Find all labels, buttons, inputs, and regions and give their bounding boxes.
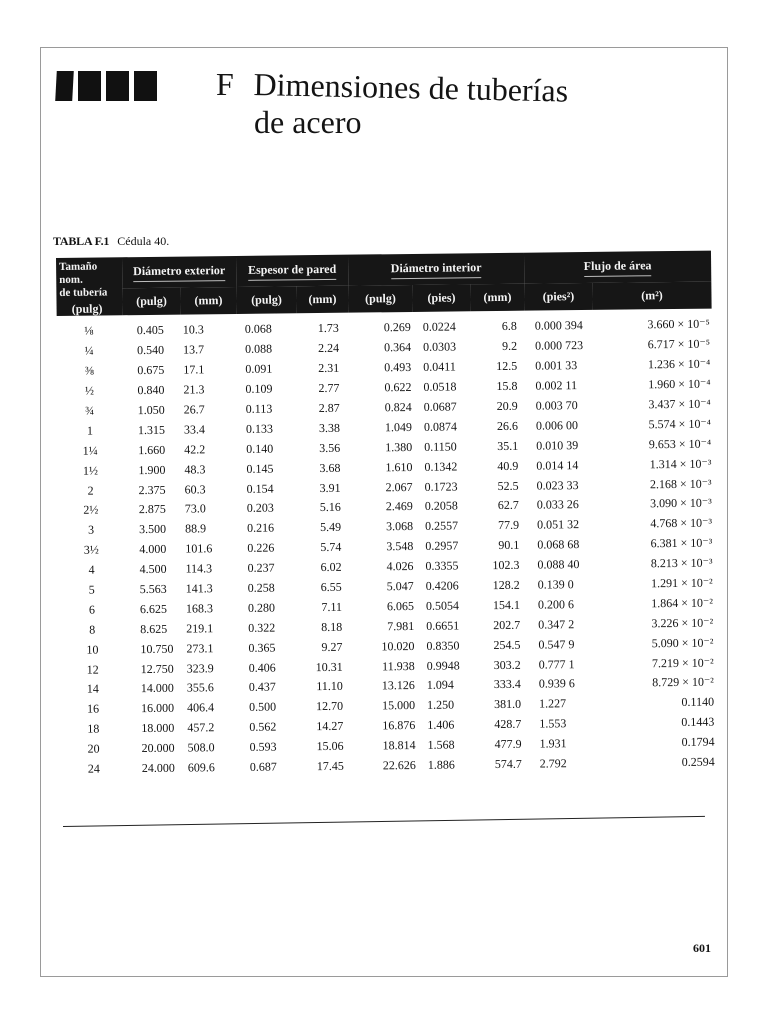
size-header-line: (pulg) [71, 301, 103, 316]
table-cell: 1.406 [427, 717, 455, 733]
table-cell: 0.269 [383, 320, 411, 335]
table-cell: 12.5 [496, 358, 518, 374]
table-cell: 168.3 [185, 601, 214, 616]
table-cell: 141.3 [185, 581, 213, 596]
table-cell: 0.033 26 [536, 497, 579, 513]
unit-header: (mm) [470, 284, 524, 311]
table-cell: 0.258 [247, 580, 275, 595]
table-cell: 0.139 0 [537, 577, 574, 592]
table-cell: 7.11 [321, 599, 343, 614]
table-cell: 0.000 723 [534, 338, 584, 353]
table-caption-label: TABLA F.1 [53, 234, 110, 248]
marker-block [55, 71, 74, 101]
table-cell: 3.56 [319, 440, 341, 455]
table-cell: 14 [86, 682, 99, 697]
table-cell: 202.7 [493, 617, 521, 632]
table-cell: 1.291 × 10⁻² [650, 575, 713, 591]
table-cell: 20 [87, 741, 100, 756]
table-bottom-rule [63, 816, 705, 827]
table-cell: 20.000 [141, 740, 175, 756]
table-cell: 1.227 [539, 696, 567, 711]
table-cell: 0.068 [244, 321, 272, 337]
table-cell: 406.4 [187, 700, 215, 715]
table-cell: 2.375 [138, 482, 166, 497]
chapter-title-line-1: Dimensiones de tuberías [253, 66, 569, 109]
table-cell: 0.622 [384, 380, 412, 395]
table-cell: 303.2 [493, 657, 521, 672]
table-cell: 0.1342 [424, 459, 458, 474]
table-cell: 12.750 [140, 661, 174, 676]
table-cell: 11.10 [316, 679, 343, 694]
table-cell: 8.18 [321, 619, 343, 634]
table-cell: 2.469 [385, 499, 413, 514]
table-cell: 101.6 [185, 541, 213, 556]
table-cell: 381.0 [494, 697, 522, 712]
table-cell: 0.200 6 [537, 597, 575, 612]
table-cell: 60.3 [184, 481, 206, 497]
table-cell: 1.050 [137, 402, 165, 418]
page-number: 601 [693, 941, 711, 955]
pipe-dimensions-table-wrap [56, 251, 717, 780]
table-cell: 15.8 [496, 378, 518, 394]
table-cell: 0.406 [248, 660, 276, 675]
table-cell: 0.437 [248, 680, 276, 695]
table-cell: ⅜ [84, 363, 94, 378]
table-cell: 0.203 [246, 500, 274, 516]
table-cell: 1.931 [539, 736, 567, 751]
table-cell: 90.1 [498, 537, 520, 553]
table-cell: 42.2 [184, 442, 206, 457]
table-cell: 15.06 [316, 738, 344, 754]
table-cell: 477.9 [494, 736, 522, 752]
table-cell: 0.1140 [681, 694, 715, 710]
table-cell: 3.090 × 10⁻³ [650, 496, 712, 511]
group-header-inner-diameter: Diámetro interior [348, 253, 524, 286]
table-cell: 33.4 [183, 422, 206, 437]
table-cell: 0.322 [248, 620, 276, 635]
table-cell: 0.014 14 [536, 457, 579, 473]
marker-block [78, 71, 101, 101]
table-cell: 18 [87, 721, 100, 736]
table-cell: 0.133 [245, 421, 274, 436]
table-cell: 0.140 [246, 441, 274, 456]
table-cell: 1.094 [426, 677, 454, 693]
unit-header: (pulg) [122, 288, 180, 315]
table-cell: 2.792 [539, 756, 567, 771]
table-cell: 12.70 [316, 699, 344, 714]
table-cell: 6.717 × 10⁻⁵ [647, 336, 711, 352]
table-cell: 7.981 [387, 618, 415, 634]
table-cell: 1.553 [539, 716, 567, 731]
table-cell: 5.16 [319, 500, 341, 515]
table-cell: 3.68 [319, 460, 341, 475]
table-cell: 77.9 [497, 518, 520, 533]
table-cell: 0.002 11 [535, 378, 578, 393]
table-cell: 0.2557 [424, 518, 459, 534]
table-cell: 128.2 [492, 577, 520, 593]
table-cell: 273.1 [186, 640, 214, 656]
table-cell: 4.500 [139, 561, 167, 577]
table-cell: 18.814 [382, 738, 416, 753]
table-cell: 10.3 [182, 322, 204, 338]
table-cell: 1.568 [427, 737, 455, 752]
table-cell: 18.000 [141, 720, 175, 736]
table-cell: 9.2 [501, 339, 518, 354]
table-cell: 48.3 [184, 461, 206, 477]
table-cell: 0.562 [249, 719, 277, 735]
table-cell: 8.213 × 10⁻³ [650, 555, 713, 571]
unit-header: (pies) [412, 285, 470, 312]
table-caption-text: Cédula 40. [117, 234, 170, 248]
table-cell: 0.0687 [423, 399, 457, 414]
table-cell: 8 [89, 622, 96, 637]
table-cell: 10.750 [140, 641, 174, 656]
table-caption [53, 234, 169, 249]
group-header-outer-diameter: Diámetro exterior [122, 256, 236, 289]
table-cell: 0.593 [249, 739, 277, 754]
size-header [56, 257, 123, 316]
table-cell: 0.0303 [422, 339, 457, 355]
table-cell: 3 [88, 522, 95, 537]
table-cell: 7.219 × 10⁻² [651, 655, 714, 670]
table-cell: 0.824 [384, 399, 412, 415]
table-cell: 13.7 [182, 342, 205, 357]
table-cell: 12 [86, 662, 99, 677]
table-cell: 0.0224 [422, 319, 456, 335]
table-cell: 1 [86, 423, 94, 438]
table-cell: 0.365 [248, 640, 276, 655]
table-cell: 62.7 [497, 498, 519, 513]
table-cell: 0.006 00 [535, 417, 579, 433]
table-cell: 0.2957 [425, 538, 459, 554]
table-cell: 4.000 [139, 542, 167, 557]
table-cell: 2.24 [317, 341, 340, 356]
table-cell: 0.8350 [426, 638, 460, 653]
table-cell: 102.3 [492, 557, 520, 573]
table-cell: 2.875 [138, 502, 166, 517]
table-cell: 24.000 [141, 760, 175, 776]
table-cell: 2½ [83, 502, 99, 518]
table-cell: 11.938 [382, 658, 415, 673]
table-cell: 21.3 [183, 382, 205, 397]
table-cell: 0.1794 [681, 734, 715, 750]
table-cell: 35.1 [497, 438, 519, 453]
table-cell: 2.87 [318, 400, 340, 416]
table-cell: 9.653 × 10⁻⁴ [648, 436, 712, 452]
table-cell: ⅛ [84, 324, 94, 339]
table-cell: 0.687 [249, 759, 277, 774]
table-cell: 6 [88, 602, 96, 617]
table-cell: 0.840 [137, 382, 165, 398]
table-cell: 0.6651 [426, 618, 460, 633]
table-cell: 0.347 2 [538, 616, 575, 632]
table-cell: 1.610 [385, 459, 413, 474]
table-cell: 3.548 [386, 539, 414, 554]
table-cell: 0.003 70 [535, 398, 578, 413]
unit-header: (pulg) [236, 287, 296, 314]
table-cell: 3.38 [318, 420, 341, 435]
table-cell: 0.2594 [681, 754, 715, 769]
table-cell: 323.9 [186, 660, 214, 676]
table-cell: 5.563 [139, 581, 167, 597]
table-cell: 1.660 [138, 442, 166, 457]
table-cell: 0.051 32 [536, 517, 580, 532]
table-cell: 0.547 9 [538, 636, 575, 652]
table-cell: 26.7 [183, 402, 205, 417]
table-cell: 88.9 [185, 521, 207, 536]
table-cell: 4 [88, 562, 95, 577]
size-header-line: de tubería [59, 286, 108, 299]
table-cell: 0.5054 [425, 598, 460, 613]
table-cell: 114.3 [185, 561, 213, 576]
table-cell: 3.660 × 10⁻⁵ [647, 317, 710, 332]
group-header-wall-thickness: Espesor de pared [236, 255, 348, 288]
table-cell: 0.0411 [423, 359, 456, 375]
table-cell: 0.068 68 [537, 537, 580, 552]
table-cell: 0.4206 [425, 578, 459, 593]
table-cell: 20.9 [496, 398, 518, 414]
table-cell: 6.02 [320, 559, 342, 575]
table-cell: 0.1150 [424, 439, 457, 454]
table-cell: 0.109 [245, 381, 273, 396]
table-cell: 0.675 [137, 362, 165, 378]
table-cell: 0.010 39 [536, 437, 579, 453]
size-header-line: Tamaño nom. [59, 260, 98, 286]
table-cell: 5 [88, 582, 95, 597]
table-cell: 3.91 [319, 480, 341, 495]
pipe-dimensions-table [56, 251, 717, 780]
table-cell: 1.049 [384, 419, 413, 435]
table-cell: 6.381 × 10⁻³ [650, 535, 713, 551]
table-cell: 0.500 [249, 699, 277, 715]
unit-header: (m²) [592, 282, 711, 310]
table-cell: 24 [87, 761, 100, 776]
table-cell: 1.315 [137, 422, 166, 437]
table-cell: 0.1723 [424, 479, 458, 494]
table-cell: ¼ [84, 343, 94, 359]
table-cell: 0.540 [136, 343, 165, 358]
table-cell: 0.154 [246, 481, 274, 496]
table-cell: 254.5 [493, 637, 521, 652]
table-cell: 0.0518 [423, 379, 457, 394]
table-cell: 609.6 [187, 760, 215, 775]
unit-header: (pies²) [524, 283, 592, 310]
table-cell: 2.168 × 10⁻³ [649, 476, 712, 491]
table-cell: 9.27 [321, 639, 343, 654]
table-cell: 1.236 × 10⁻⁴ [647, 356, 711, 372]
table-cell: 1.886 [427, 757, 455, 772]
table-cell: 219.1 [186, 621, 214, 636]
marker-block [134, 71, 157, 101]
table-cell: 0.001 33 [535, 358, 578, 373]
table-cell: 13.126 [381, 678, 415, 693]
table-cell: 16.000 [141, 701, 175, 716]
table-cell: 0.405 [136, 323, 164, 338]
table-cell: 16.876 [382, 718, 416, 733]
table-cell: 4.026 [386, 559, 414, 574]
table-cell: 10.020 [381, 638, 415, 654]
table-cell: 0.2058 [424, 498, 458, 514]
table-cell: 22.626 [382, 757, 416, 773]
table-cell: 428.7 [494, 717, 522, 732]
table-cell: 5.49 [319, 520, 342, 535]
table-cell: 1.960 × 10⁻⁴ [648, 376, 711, 392]
table-cell: 0.226 [247, 540, 275, 556]
chapter-title-line-2: de acero [254, 104, 362, 140]
table-cell: 1.73 [317, 321, 339, 336]
table-cell: 0.023 33 [536, 477, 579, 493]
table-cell: 2.31 [318, 361, 340, 376]
chapter-letter: F [216, 66, 234, 102]
table-cell: 0.000 394 [534, 318, 583, 334]
table-cell: 73.0 [184, 501, 206, 517]
table-cell: 0.9948 [426, 658, 460, 673]
table-cell: 2 [87, 483, 94, 498]
table-cell: 15.000 [382, 698, 416, 713]
table-cell: 0.777 1 [538, 656, 575, 672]
table-cell: 0.145 [246, 461, 274, 476]
table-cell: 3.437 × 10⁻⁴ [648, 396, 711, 412]
table-cell: 1.380 [385, 439, 413, 455]
group-header-flow-area: Flujo de área [524, 251, 711, 285]
table-cell: 1.314 × 10⁻³ [649, 456, 712, 471]
table-cell: 0.113 [245, 401, 273, 416]
table-cell: 0.0874 [423, 419, 458, 434]
table-cell: 508.0 [187, 740, 215, 755]
table-cell: 154.1 [492, 597, 521, 612]
table-cell: 0.1443 [681, 714, 715, 730]
table-cell: 1.250 [427, 697, 455, 713]
table-cell: 8.625 [140, 621, 168, 636]
table-cell: 0.088 40 [537, 557, 580, 572]
table-cell: 3½ [83, 542, 99, 557]
table-cell: 52.5 [497, 478, 519, 493]
document-page [40, 47, 728, 977]
table-cell: 0.088 [244, 341, 273, 357]
unit-header: (pulg) [348, 285, 412, 312]
table-cell: 5.574 × 10⁻⁴ [648, 416, 711, 432]
table-cell: 40.9 [497, 458, 519, 473]
table-cell: 6.625 [139, 601, 168, 616]
table-cell: 3.500 [139, 522, 167, 537]
table-cell: 16 [87, 701, 100, 717]
table-cell: 5.74 [320, 540, 342, 555]
table-cell: 3.226 × 10⁻² [651, 615, 714, 631]
table-cell: 0.364 [383, 340, 412, 355]
table-cell: 26.6 [496, 418, 519, 433]
table-cell: 5.090 × 10⁻² [651, 635, 714, 650]
table-cell: 1¼ [82, 443, 98, 458]
table-cell: 0.939 6 [538, 676, 575, 692]
table-cell: ½ [84, 383, 95, 398]
table-cell: 6.8 [501, 319, 517, 334]
table-cell: 333.4 [493, 677, 521, 692]
table-cell: 4.768 × 10⁻³ [650, 515, 713, 531]
table-cell: 5.047 [386, 578, 414, 594]
unit-header: (mm) [296, 286, 348, 313]
table-cell: 457.2 [187, 720, 215, 735]
table-cell: 6.065 [386, 598, 415, 614]
table-cell: 2.067 [385, 479, 413, 494]
chapter-marker-blocks [56, 71, 157, 101]
table-cell: 0.3355 [425, 558, 459, 573]
table-cell: 0.216 [246, 520, 275, 536]
table-cell: 0.493 [384, 360, 412, 375]
table-cell: 14.27 [316, 719, 344, 734]
table-cell: 17.1 [183, 362, 205, 377]
table-cell: 0.280 [247, 600, 276, 615]
table-cell: 1½ [82, 463, 98, 478]
table-cell: 0.237 [247, 560, 275, 575]
table-cell: 574.7 [494, 756, 522, 772]
table-cell: 10.31 [315, 659, 343, 674]
table-cell: 17.45 [316, 758, 344, 774]
table-cell: 14.000 [140, 681, 174, 696]
unit-header: (mm) [180, 287, 236, 314]
marker-block [106, 71, 129, 101]
table-cell: 10 [86, 642, 99, 657]
table-cell: 355.6 [186, 680, 214, 696]
table-cell: 1.864 × 10⁻² [651, 595, 714, 611]
table-cell: 8.729 × 10⁻² [652, 675, 714, 690]
table-cell: 1.900 [138, 462, 166, 477]
table-cell: 2.77 [318, 380, 340, 396]
table-cell: 6.55 [320, 579, 342, 595]
table-cell: 0.091 [245, 361, 273, 377]
table-cell: 3.068 [385, 519, 414, 534]
table-cell: ¾ [85, 403, 95, 418]
